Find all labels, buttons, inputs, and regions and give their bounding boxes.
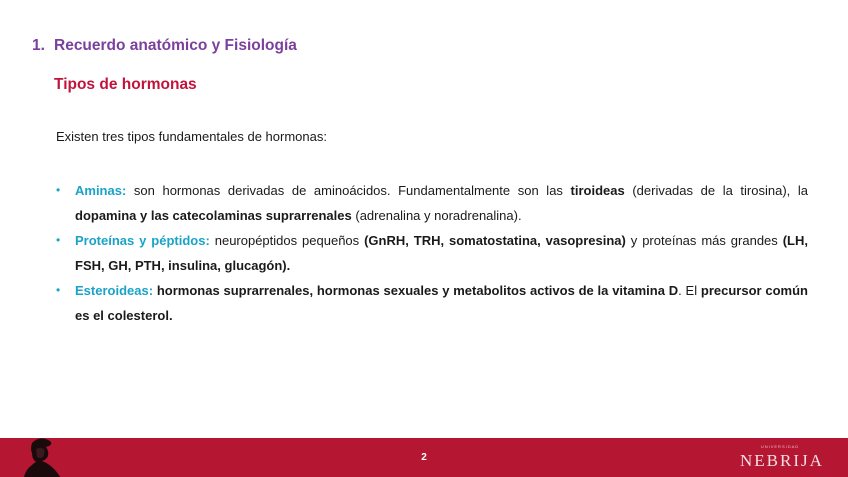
item-text: neuropéptidos pequeños xyxy=(209,233,365,248)
bullet-icon: • xyxy=(56,283,61,297)
item-bold: dopamina y las catecolaminas suprarrenales xyxy=(75,208,352,223)
item-bold: hormonas suprarrenales, hormonas sexuales y metabolitos activos de la vitamina D xyxy=(153,283,679,298)
term-esteroideas: Esteroideas: xyxy=(75,283,154,298)
item-text: son hormonas derivadas de aminoácidos. Fundamentalmente son las xyxy=(126,183,571,198)
hormone-types-list xyxy=(56,178,808,328)
term-aminas: Aminas: xyxy=(75,183,127,198)
item-text: (derivadas de la tirosina), la xyxy=(624,183,808,198)
brand-name: NEBRIJA xyxy=(740,451,824,470)
bullet-icon: • xyxy=(56,233,61,247)
item-text: y proteínas más grandes xyxy=(625,233,783,248)
item-text: (adrenalina y noradrenalina). xyxy=(351,208,522,223)
list-item-esteroideas xyxy=(56,278,808,328)
footer-bar xyxy=(0,438,848,477)
list-item-proteinas xyxy=(56,228,808,278)
bullet-icon: • xyxy=(56,183,61,197)
list-item-aminas xyxy=(56,178,808,228)
section-title-text: Recuerdo anatómico y Fisiología xyxy=(54,37,297,54)
section-number: 1. xyxy=(32,37,45,54)
brand-tag: UNIVERSIDAD xyxy=(760,444,800,449)
intro-text: Existen tres tipos fundamentales de hormonas: xyxy=(56,129,327,144)
item-bold: (LH, FSH, GH, PTH, insulina, glucagón). xyxy=(75,233,808,273)
item-bold: (GnRH, TRH, somatostatina, vasopresina) xyxy=(364,233,626,248)
slide-subtitle: Tipos de hormonas xyxy=(54,76,197,93)
item-bold: tiroideas xyxy=(570,183,625,198)
term-proteinas: Proteínas y péptidos: xyxy=(75,233,210,248)
item-text: . El xyxy=(678,283,701,298)
section-title xyxy=(32,37,297,55)
item-bold: precursor común es el colesterol. xyxy=(75,283,808,323)
page-number: 2 xyxy=(421,452,427,463)
nebrija-logo xyxy=(740,444,824,471)
